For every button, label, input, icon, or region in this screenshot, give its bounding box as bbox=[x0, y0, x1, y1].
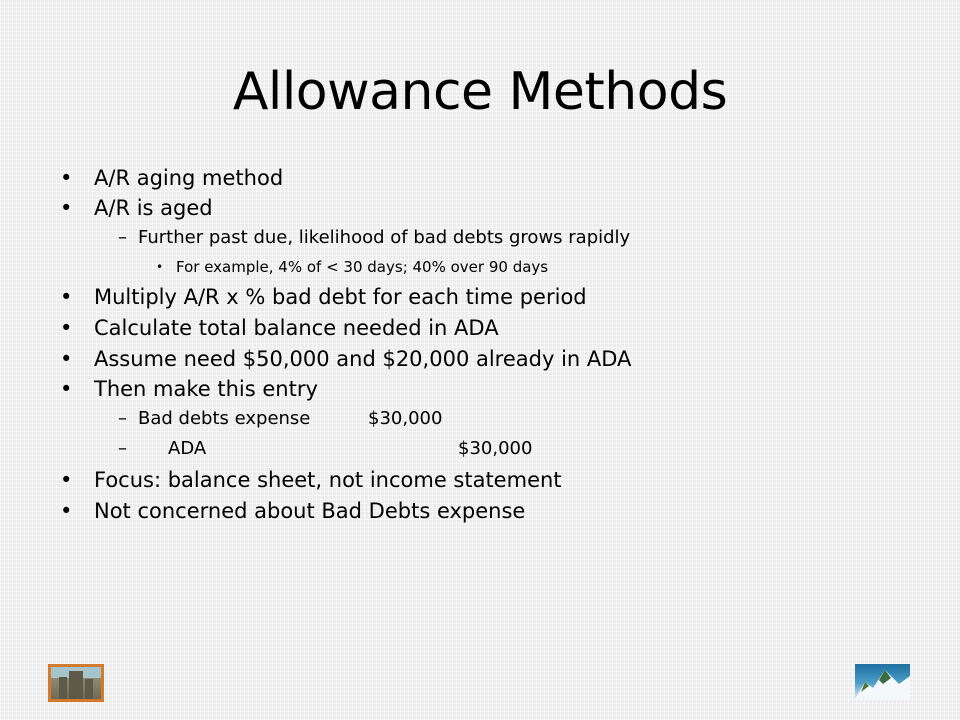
dash-icon: – bbox=[118, 227, 127, 248]
debit-account: Bad debts expense bbox=[138, 408, 311, 429]
bullet-icon: • bbox=[60, 166, 73, 190]
sub-sub-bullet-item bbox=[156, 256, 548, 278]
mountain-icon bbox=[855, 664, 910, 699]
bullet-item bbox=[60, 465, 562, 495]
dash-icon: – bbox=[118, 408, 127, 429]
sub-bullet-text: Further past due, likelihood of bad debts grows rapidly bbox=[138, 227, 631, 248]
bullet-icon: • bbox=[60, 285, 73, 309]
bullet-icon: • bbox=[60, 316, 73, 340]
bullet-icon: • bbox=[60, 468, 73, 492]
sub-bullet-item bbox=[118, 225, 630, 251]
bullet-text: Then make this entry bbox=[94, 377, 318, 401]
credit-account: ADA bbox=[168, 438, 207, 459]
bullet-icon: • bbox=[60, 347, 73, 371]
mountain-image[interactable] bbox=[855, 664, 910, 699]
bullet-item bbox=[60, 163, 283, 193]
bullet-text: Multiply A/R x % bad debt for each time period bbox=[94, 285, 587, 309]
journal-entry-credit bbox=[118, 436, 618, 462]
bullet-item bbox=[60, 282, 587, 312]
bullet-text: Focus: balance sheet, not income statement bbox=[94, 468, 562, 492]
bullet-icon: • bbox=[156, 260, 164, 274]
bullet-text: Assume need $50,000 and $20,000 already in ADA bbox=[94, 347, 632, 371]
bullet-item bbox=[60, 374, 318, 404]
slide-title: Allowance Methods bbox=[232, 62, 728, 122]
credit-amount: $30,000 bbox=[458, 438, 533, 459]
bullet-item bbox=[60, 193, 213, 223]
debit-amount: $30,000 bbox=[368, 408, 443, 429]
sub-sub-bullet-text: For example, 4% of < 30 days; 40% over 90 days bbox=[176, 258, 549, 276]
bullet-text: Not concerned about Bad Debts expense bbox=[94, 499, 526, 523]
castle-image[interactable] bbox=[48, 664, 104, 702]
bullet-item bbox=[60, 313, 499, 343]
bullet-icon: • bbox=[60, 377, 73, 401]
bullet-item bbox=[60, 344, 631, 374]
bullet-text: A/R is aged bbox=[94, 196, 213, 220]
bullet-item bbox=[60, 496, 525, 526]
dash-icon: – bbox=[118, 438, 127, 459]
bullet-icon: • bbox=[60, 499, 73, 523]
bullet-text: Calculate total balance needed in ADA bbox=[94, 316, 499, 340]
journal-entry-debit bbox=[118, 406, 618, 432]
bullet-icon: • bbox=[60, 196, 73, 220]
bullet-text: A/R aging method bbox=[94, 166, 284, 190]
